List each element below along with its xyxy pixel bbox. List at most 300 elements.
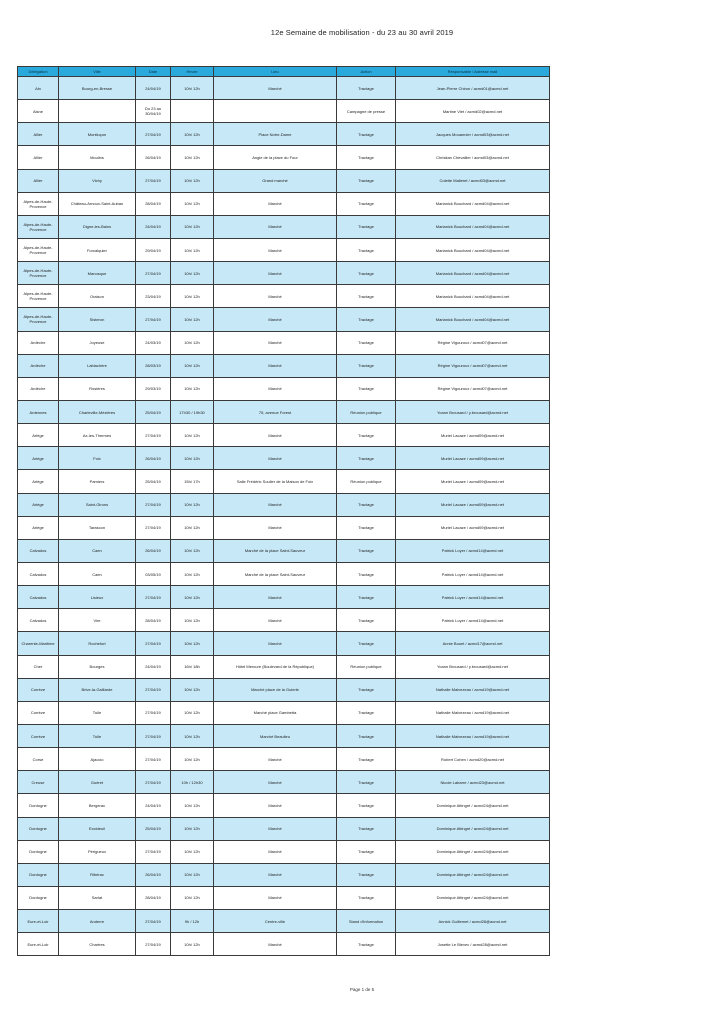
table-cell: Marché	[214, 493, 337, 516]
page-title: 12e Semaine de mobilisation - du 23 au 30 avril 2019	[270, 28, 454, 37]
table-cell: Rosières	[59, 377, 136, 400]
table-cell	[214, 100, 337, 123]
table-cell: 27/04/19	[136, 724, 171, 747]
table-cell: Tractage	[337, 609, 396, 632]
mobilisation-table	[17, 66, 550, 956]
table-cell: Anderre	[59, 910, 136, 933]
table-cell: 24/04/19	[136, 794, 171, 817]
table-cell: Régine Vigouroux / acmd07@acmd.net	[396, 331, 550, 354]
table-cell: 10h/ 12h	[171, 562, 214, 585]
table-cell: Calvados	[18, 562, 59, 585]
table-row	[18, 539, 550, 562]
table-cell: Marché	[214, 794, 337, 817]
column-header: Délégation	[18, 67, 59, 77]
table-row	[18, 840, 550, 863]
table-cell: Tractage	[337, 493, 396, 516]
table-cell: Tulle	[59, 701, 136, 724]
table-cell: Muriel Lacaze / acmd09@acmd.net	[396, 424, 550, 447]
table-cell: Eure-et-Loir	[18, 933, 59, 956]
table-cell: Nicole Labarre / acmd23@acmd.net	[396, 771, 550, 794]
table-cell: 26/04/19	[136, 539, 171, 562]
table-cell: Patrick Loyer / acmd14@acmd.net	[396, 539, 550, 562]
table-cell: 10h/ 12h	[171, 192, 214, 215]
table-cell: 25/04/19	[136, 817, 171, 840]
table-cell: Marché	[214, 238, 337, 261]
table-cell: Tractage	[337, 771, 396, 794]
table-cell: Grand marché	[214, 169, 337, 192]
table-cell: Dordogne	[18, 794, 59, 817]
table-cell: 27/04/19	[136, 701, 171, 724]
table-cell: 27/04/19	[136, 840, 171, 863]
table-row	[18, 123, 550, 146]
table-cell: Tractage	[337, 817, 396, 840]
table-cell: 75, avenue Forest	[214, 400, 337, 423]
table-cell: Rochefort	[59, 632, 136, 655]
table-cell: Jacques Mouannier / acmd03@acmd.net	[396, 123, 550, 146]
table-cell: 10h/ 12h	[171, 724, 214, 747]
table-cell: 10h/ 12h	[171, 308, 214, 331]
table-cell: Corrèze	[18, 701, 59, 724]
table-cell: 10h/ 12h	[171, 493, 214, 516]
table-cell: Martine Viet / acmd02@acmd.net	[396, 100, 550, 123]
table-cell: Sarlat	[59, 886, 136, 909]
table-cell: Charleville-Mézières	[59, 400, 136, 423]
table-cell: Ax-les-Thermes	[59, 424, 136, 447]
table-cell: 27/04/19	[136, 748, 171, 771]
table-cell: Calvados	[18, 609, 59, 632]
table-cell: 10h/ 12h	[171, 701, 214, 724]
table-cell: Patrick Loyer / acmd14@acmd.net	[396, 562, 550, 585]
table-row	[18, 771, 550, 794]
table-cell: Tractage	[337, 840, 396, 863]
table-row	[18, 77, 550, 100]
table-row	[18, 562, 550, 585]
table-cell: Hôtel Mercure (Boulevard de la République)	[214, 655, 337, 678]
table-cell: Tractage	[337, 285, 396, 308]
table-cell: Dominique Attingré / acmd24@acmd.net	[396, 886, 550, 909]
table-row	[18, 192, 550, 215]
table-row	[18, 331, 550, 354]
table-cell: 28/03/19	[136, 354, 171, 377]
table-cell: 10h/ 12h	[171, 933, 214, 956]
table-row	[18, 794, 550, 817]
table-cell: Muriel Lacaze / acmd09@acmd.net	[396, 493, 550, 516]
table-cell: Calvados	[18, 586, 59, 609]
table-row	[18, 586, 550, 609]
table-cell: 17h30 / 19h30	[171, 400, 214, 423]
table-cell: Tulle	[59, 724, 136, 747]
table-cell: Ardèche	[18, 377, 59, 400]
table-row	[18, 308, 550, 331]
table-cell: Tractage	[337, 701, 396, 724]
table-cell: Marché	[214, 215, 337, 238]
table-row	[18, 910, 550, 933]
table-cell: Tractage	[337, 123, 396, 146]
table-cell: Cher	[18, 655, 59, 678]
table-cell: Creuse	[18, 771, 59, 794]
table-cell: Dordogne	[18, 817, 59, 840]
table-body	[18, 77, 550, 956]
table-cell: Oraison	[59, 285, 136, 308]
table-row	[18, 100, 550, 123]
table-cell: Réunion publique	[337, 400, 396, 423]
table-cell: Marché	[214, 586, 337, 609]
table-cell	[59, 100, 136, 123]
table-cell: Château-Arnoux-Saint-Auban	[59, 192, 136, 215]
table-cell: Marché	[214, 817, 337, 840]
table-cell: Ardèche	[18, 331, 59, 354]
table-cell: Josette Le Blevec / acmd28@acmd.net	[396, 933, 550, 956]
table-cell: Forcalquier	[59, 238, 136, 261]
table-cell: Marché	[214, 354, 337, 377]
table-cell: Tractage	[337, 748, 396, 771]
table-cell: Tractage	[337, 77, 396, 100]
table-cell: Ariège	[18, 470, 59, 493]
table-cell: Tractage	[337, 863, 396, 886]
table-cell: Marché	[214, 863, 337, 886]
table-cell: Manosque	[59, 262, 136, 285]
table-cell: Marché de la place Saint-Sauveur	[214, 539, 337, 562]
table-cell: 28/04/19	[136, 609, 171, 632]
table-cell: Tractage	[337, 516, 396, 539]
table-cell: 27/04/19	[136, 678, 171, 701]
table-cell: Tractage	[337, 886, 396, 909]
table-cell: Brive-la-Gaillarde	[59, 678, 136, 701]
table-cell: Angle de la place du Four	[214, 146, 337, 169]
table-cell: Marianick Bouchard / acmd04@acmd.net	[396, 262, 550, 285]
table-row	[18, 377, 550, 400]
table-cell: Muriel Lacaze / acmd09@acmd.net	[396, 447, 550, 470]
table-cell: Tractage	[337, 447, 396, 470]
table-cell: Marché	[214, 632, 337, 655]
table-cell: Alpes-de-Haute-Provence	[18, 308, 59, 331]
column-header: Responsable / Adresse mail	[396, 67, 550, 77]
table-cell: 28/04/19	[136, 886, 171, 909]
table-cell: 16h/ 18h	[171, 655, 214, 678]
table-cell: Ariège	[18, 493, 59, 516]
table-cell: Campagne de presse	[337, 100, 396, 123]
table-cell: 10h/ 12h	[171, 516, 214, 539]
table-cell: Bourg-en-Bresse	[59, 77, 136, 100]
table-cell: Réunion publique	[337, 470, 396, 493]
table-cell: 10h / 12h30	[171, 771, 214, 794]
table-cell: Marché	[214, 77, 337, 100]
table-cell: Tractage	[337, 169, 396, 192]
table-row	[18, 400, 550, 423]
table-cell: Marché	[214, 285, 337, 308]
table-cell: Colette Malleret / acmd03@acmd.net	[396, 169, 550, 192]
table-cell: 15h/ 17h	[171, 470, 214, 493]
table-cell: Marché	[214, 933, 337, 956]
table-cell: 26/04/19	[136, 146, 171, 169]
table-cell: Ajaccio	[59, 748, 136, 771]
table-cell: Tractage	[337, 238, 396, 261]
table-cell: 27/04/19	[136, 123, 171, 146]
table-cell: Yoann Brousard / y.brousard@acmd.net	[396, 400, 550, 423]
table-row	[18, 632, 550, 655]
table-cell: Robert Cohen / acmd20@acmd.net	[396, 748, 550, 771]
table-cell: Chartres	[59, 933, 136, 956]
table-row	[18, 701, 550, 724]
table-cell: Corrèze	[18, 724, 59, 747]
table-cell: Marché	[214, 262, 337, 285]
table-cell: Patrick Loyer / acmd14@acmd.net	[396, 586, 550, 609]
table-cell: Guéret	[59, 771, 136, 794]
table-cell: 10h/ 12h	[171, 447, 214, 470]
table-cell: 27/04/19	[136, 771, 171, 794]
table-cell: 27/04/19	[136, 169, 171, 192]
table-cell: 10h/ 12h	[171, 539, 214, 562]
table-cell: Marianick Bouchard / acmd04@acmd.net	[396, 238, 550, 261]
table-cell: Stand d'information	[337, 910, 396, 933]
table-row	[18, 886, 550, 909]
table-cell: Muriel Lacaze / acmd09@acmd.net	[396, 516, 550, 539]
table-cell: Tractage	[337, 724, 396, 747]
table-cell: 10h/ 12h	[171, 748, 214, 771]
page-footer: Page 1 de 5	[349, 987, 375, 992]
table-cell: 27/04/19	[136, 632, 171, 655]
table-cell: Bourges	[59, 655, 136, 678]
table-cell: 10h/ 12h	[171, 840, 214, 863]
table-cell: Marché	[214, 377, 337, 400]
table-cell: Régine Vigouroux / acmd07@acmd.net	[396, 354, 550, 377]
table-cell: Montluçon	[59, 123, 136, 146]
table-cell: Dominique Attingré / acmd24@acmd.net	[396, 817, 550, 840]
table-cell: Tarascon	[59, 516, 136, 539]
table-row	[18, 678, 550, 701]
table-cell: Calvados	[18, 539, 59, 562]
table-cell: 10h/ 12h	[171, 77, 214, 100]
table-row	[18, 748, 550, 771]
table-cell: Marché place de la Guierle	[214, 678, 337, 701]
column-header: Heure	[171, 67, 214, 77]
table-row	[18, 285, 550, 308]
table-cell: Tractage	[337, 632, 396, 655]
table-row	[18, 447, 550, 470]
table-cell: Tractage	[337, 424, 396, 447]
table-cell: Tractage	[337, 146, 396, 169]
table-cell: Marché place Gambetta	[214, 701, 337, 724]
table-cell: 10h/ 12h	[171, 863, 214, 886]
table-row	[18, 655, 550, 678]
column-header: Ville	[59, 67, 136, 77]
table-row	[18, 146, 550, 169]
table-cell: Nathalie Malvezeau / acmd19@acmd.net	[396, 724, 550, 747]
table-cell: Nathalie Malvezeau / acmd19@acmd.net	[396, 701, 550, 724]
table-cell: Dominique Attingré / acmd24@acmd.net	[396, 863, 550, 886]
table-cell: Bergerac	[59, 794, 136, 817]
table-cell: Dordogne	[18, 840, 59, 863]
table-cell: 24/04/19	[136, 77, 171, 100]
table-cell: Marianick Bouchard / acmd04@acmd.net	[396, 285, 550, 308]
table-cell: 29/04/19	[136, 238, 171, 261]
table-row	[18, 493, 550, 516]
table-cell: Ain	[18, 77, 59, 100]
table-cell: 27/04/19	[136, 516, 171, 539]
table-cell: Régine Vigouroux / acmd07@acmd.net	[396, 377, 550, 400]
table-cell: Ardèche	[18, 354, 59, 377]
table-row	[18, 863, 550, 886]
table-cell: 10h/ 12h	[171, 262, 214, 285]
table-cell: Vichy	[59, 169, 136, 192]
table-cell: 27/04/19	[136, 308, 171, 331]
table-cell: Tractage	[337, 215, 396, 238]
table-cell: Ariège	[18, 516, 59, 539]
table-row	[18, 609, 550, 632]
table-cell: 10h/ 12h	[171, 586, 214, 609]
table-cell: 10h/ 12h	[171, 285, 214, 308]
table-cell: Marché	[214, 771, 337, 794]
table-cell: Charente-Maritime	[18, 632, 59, 655]
table-cell: Caen	[59, 539, 136, 562]
table-cell: Allier	[18, 146, 59, 169]
table-cell: Jean-Pierre Chiron / acmd01@acmd.net	[396, 77, 550, 100]
table-cell: Salle Frédéric Soulier de la Maison de Foix	[214, 470, 337, 493]
table-cell: Marché	[214, 308, 337, 331]
table-cell: 10h/ 12h	[171, 817, 214, 840]
table-cell: Ariège	[18, 424, 59, 447]
table-cell: 03/05/19	[136, 562, 171, 585]
table-cell: 24/03/19	[136, 331, 171, 354]
table-cell: Dordogne	[18, 886, 59, 909]
table-cell: Centre-ville	[214, 910, 337, 933]
table-cell: Foix	[59, 447, 136, 470]
table-row	[18, 817, 550, 840]
table-row	[18, 516, 550, 539]
table-cell: Annick Guillemet / acmd28@acmd.net	[396, 910, 550, 933]
table-row	[18, 215, 550, 238]
table-cell: Tractage	[337, 586, 396, 609]
table-cell: 10h/ 12h	[171, 886, 214, 909]
table-cell: 10h/ 12h	[171, 215, 214, 238]
table-cell: Pamiers	[59, 470, 136, 493]
table-row	[18, 262, 550, 285]
table-cell: 10h/ 12h	[171, 331, 214, 354]
table-cell: 10h/ 12h	[171, 678, 214, 701]
table-row	[18, 169, 550, 192]
table-cell: 10h/ 12h	[171, 632, 214, 655]
table-cell: Tractage	[337, 794, 396, 817]
table-cell: Muriel Lacaze / acmd09@acmd.net	[396, 470, 550, 493]
table-cell: Marché	[214, 516, 337, 539]
table-cell: Marché	[214, 192, 337, 215]
table-row	[18, 470, 550, 493]
table-cell: Tractage	[337, 539, 396, 562]
column-header: Lieu	[214, 67, 337, 77]
table-cell: Marché	[214, 331, 337, 354]
table-cell: Tractage	[337, 308, 396, 331]
table-cell: Marianick Bouchard / acmd04@acmd.net	[396, 192, 550, 215]
table-cell: Tractage	[337, 331, 396, 354]
table-cell: Marianick Bouchard / acmd04@acmd.net	[396, 215, 550, 238]
table-cell: Excideuil	[59, 817, 136, 840]
table-cell: Marché	[214, 748, 337, 771]
table-cell: 10h/ 12h	[171, 354, 214, 377]
column-header: Date	[136, 67, 171, 77]
table-cell: Tractage	[337, 678, 396, 701]
table-cell: Réunion publique	[337, 655, 396, 678]
table-cell: Sisteron	[59, 308, 136, 331]
table-row	[18, 933, 550, 956]
table-cell: Marché de la place Saint-Sauveur	[214, 562, 337, 585]
table-cell: Vire	[59, 609, 136, 632]
table-cell: Annie Bouet / acmd17@acmd.net	[396, 632, 550, 655]
table-cell: 9h / 12h	[171, 910, 214, 933]
table-cell: 27/04/19	[136, 586, 171, 609]
table-cell: 27/04/19	[136, 424, 171, 447]
table-cell: Alpes-de-Haute-Provence	[18, 215, 59, 238]
table-cell: Alpes-de-Haute-Provence	[18, 238, 59, 261]
table-cell: Périgueux	[59, 840, 136, 863]
table-cell: Saint-Girons	[59, 493, 136, 516]
table-cell: 29/03/19	[136, 377, 171, 400]
table-cell: Marché	[214, 424, 337, 447]
table-cell: 10h/ 12h	[171, 146, 214, 169]
table-header-row	[18, 67, 550, 77]
table-cell: 10h/ 12h	[171, 238, 214, 261]
table-cell: 10h/ 12h	[171, 609, 214, 632]
table-cell: 23/04/19	[136, 285, 171, 308]
table-cell: Dordogne	[18, 863, 59, 886]
table-cell: Tractage	[337, 192, 396, 215]
table-cell: Alpes-de-Haute-Provence	[18, 262, 59, 285]
table-cell: Corse	[18, 748, 59, 771]
table-cell: 28/04/19	[136, 192, 171, 215]
table-cell: 27/04/19	[136, 262, 171, 285]
table-cell: 10h/ 12h	[171, 794, 214, 817]
column-header: Action	[337, 67, 396, 77]
table-cell: 26/04/19	[136, 863, 171, 886]
table-cell: 24/04/19	[136, 215, 171, 238]
table-cell: Marianick Bouchard / acmd04@acmd.net	[396, 308, 550, 331]
table-cell: Place Notre-Dame	[214, 123, 337, 146]
table-cell: Ardennes	[18, 400, 59, 423]
table-cell: Marché	[214, 609, 337, 632]
table-cell: Alpes-de-Haute-Provence	[18, 285, 59, 308]
table-cell: Christian Chevallier / acmd03@acmd.net	[396, 146, 550, 169]
table-cell: 27/04/19	[136, 493, 171, 516]
table-cell: Eure-et-Loir	[18, 910, 59, 933]
table-cell: Dominique Attingré / acmd24@acmd.net	[396, 794, 550, 817]
table-cell: 27/04/19	[136, 933, 171, 956]
table-cell: Yoann Brousard / y.brousard@acmd.net	[396, 655, 550, 678]
table-cell: 26/04/19	[136, 447, 171, 470]
table-row	[18, 724, 550, 747]
table-cell: Tractage	[337, 377, 396, 400]
table-cell: Tractage	[337, 562, 396, 585]
table-cell: Du 23 au 30/04/19	[136, 100, 171, 123]
table-cell: Dominique Attingré / acmd24@acmd.net	[396, 840, 550, 863]
table-cell: Marché Beaulieu	[214, 724, 337, 747]
table-cell: Patrick Loyer / acmd14@acmd.net	[396, 609, 550, 632]
table-row	[18, 424, 550, 447]
table-cell: 10h/ 12h	[171, 169, 214, 192]
table-row	[18, 238, 550, 261]
table-cell	[171, 100, 214, 123]
table-cell: Marché	[214, 447, 337, 470]
table-cell: Caen	[59, 562, 136, 585]
table-cell: Digne-les-Bains	[59, 215, 136, 238]
table-cell: Aisne	[18, 100, 59, 123]
table-cell: Ariège	[18, 447, 59, 470]
table-cell: Nathalie Malvezeau / acmd19@acmd.net	[396, 678, 550, 701]
table-cell: Tractage	[337, 933, 396, 956]
table-cell: Lisieux	[59, 586, 136, 609]
table-cell: Corrèze	[18, 678, 59, 701]
table-row	[18, 354, 550, 377]
table-cell: Marché	[214, 886, 337, 909]
table-cell: 25/04/19	[136, 400, 171, 423]
